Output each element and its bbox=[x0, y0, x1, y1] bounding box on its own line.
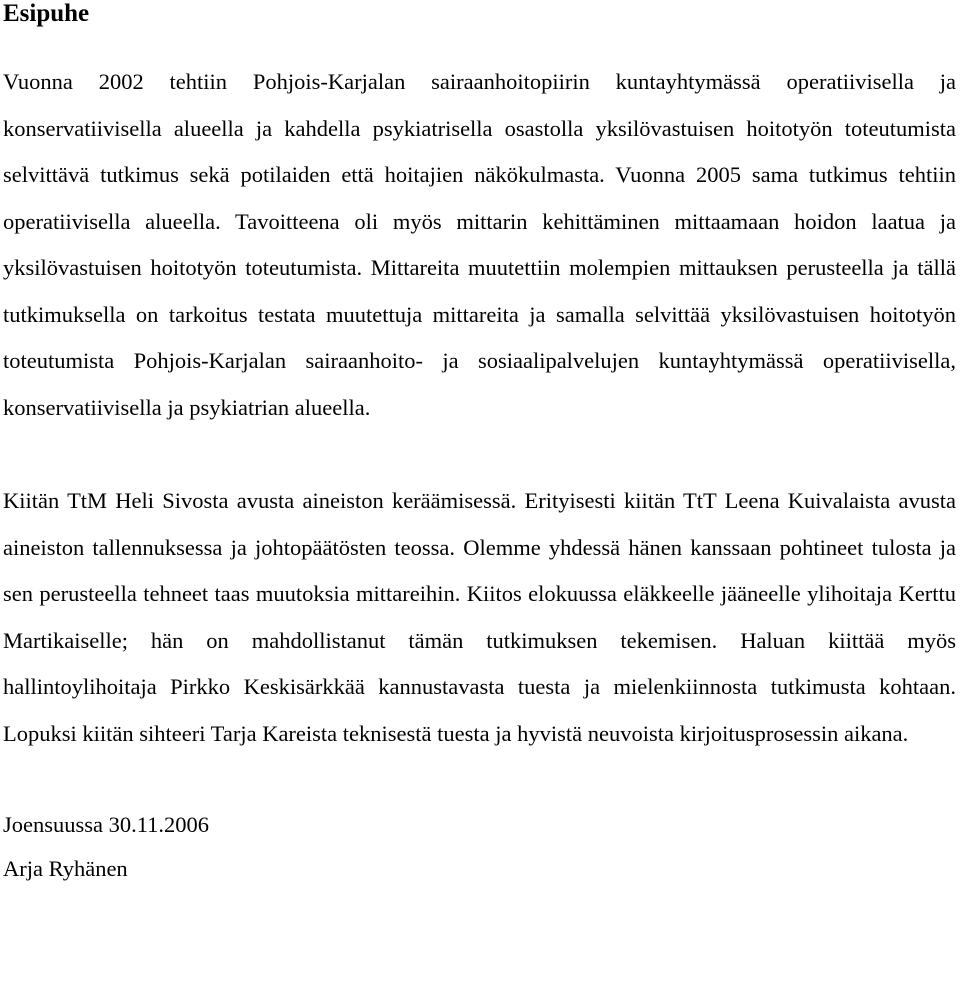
signature-place-date: Joensuussa 30.11.2006 bbox=[3, 812, 210, 837]
page-title: Esipuhe bbox=[3, 0, 90, 27]
document-page bbox=[3, 0, 956, 891]
preface-paragraph-2: Kiitän TtM Heli Sivosta avusta aineiston keräämisessä. Erityisesti kiitän TtT Leena Kuivalaista avusta aineiston tallennuksessa ja johtopäätösten teossa. Olemme yhdessä hänen kanssaan pohtineet tulosta ja sen perusteella tehneet taas muutoksia mittareihin. Kiitos elokuussa eläkkeelle jääneelle ylihoitaja Kerttu Martikaiselle; hän on mahdollistanut tämän tutkimuksen tekemisen. Haluan kiittää myös hallintoylihoitaja Pirkko Keskisärkkää kannustavasta tuesta ja mielenkiinnosta tutkimusta kohtaan. Lopuksi kiitän sihteeri Tarja Kareista teknisestä tuesta ja hyvistä neuvoista kirjoitusprosessin aikana. bbox=[3, 488, 956, 746]
preface-paragraph-1: Vuonna 2002 tehtiin Pohjois-Karjalan sairaanhoitopiirin kuntayhtymässä operatiivisella ja konservatiivisella alueella ja kahdella psykiatrisella osastolla yksilövastuisen hoitotyön toteutumista selvittävä tutkimus sekä potilaiden että hoitajien näkökulmasta. Vuonna 2005 sama tutkimus tehtiin operatiivisella alueella. Tavoitteena oli myös mittarin kehittäminen mittaamaan hoidon laatua ja yksilövastuisen hoitotyön toteutumista. Mittareita muutettiin molempien mittauksen perusteella ja tällä tutkimuksella on tarkoitus testata muutettuja mittareita ja samalla selvittää yksilövastuisen hoitotyön toteutumista Pohjois-Karjalan sairaanhoito- ja sosiaalipalvelujen kuntayhtymässä operatiivisella, konservatiivisella ja psykiatrian alueella. bbox=[3, 69, 956, 420]
signature-author: Arja Ryhänen bbox=[3, 856, 128, 881]
